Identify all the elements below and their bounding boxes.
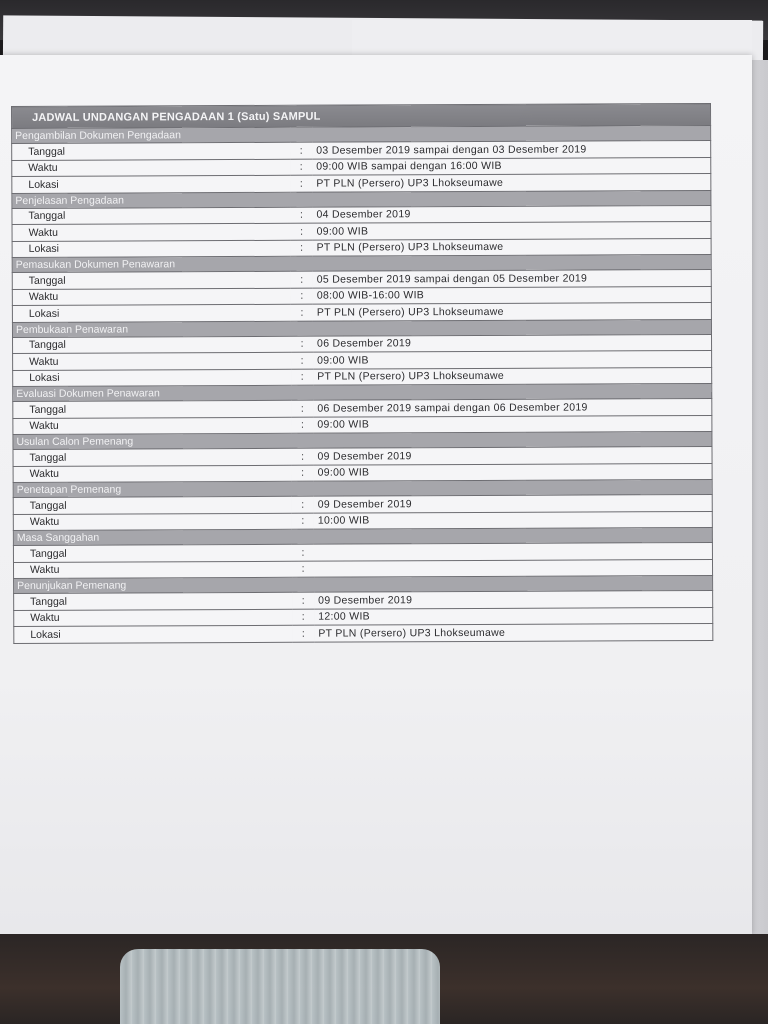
row-label: Waktu (12, 223, 291, 241)
row-value: 08:00 WIB-16:00 WIB (313, 286, 712, 304)
row-label: Lokasi (14, 625, 293, 643)
row-separator: : (290, 159, 312, 176)
row-separator: : (290, 207, 312, 224)
row-value: 04 Desember 2019 (312, 205, 711, 223)
row-value: 09 Desember 2019 (313, 446, 712, 464)
row-separator: : (291, 271, 313, 288)
table-title: JADWAL UNDANGAN PENGADAAN 1 (Satu) SAMPUL (12, 103, 711, 128)
row-label: Tanggal (13, 544, 292, 562)
row-label: Tanggal (13, 448, 292, 466)
row-value: PT PLN (Persero) UP3 Lhokseumawe (313, 302, 712, 320)
section-title: Penetapan Pemenang (13, 479, 712, 497)
row-label: Tanggal (12, 207, 291, 225)
row-value: PT PLN (Persero) UP3 Lhokseumawe (314, 623, 713, 641)
fabric-item (120, 949, 440, 1024)
row-value: 09:00 WIB (313, 221, 712, 239)
row-label: Waktu (13, 465, 292, 483)
row-separator: : (291, 288, 313, 305)
section-title: Masa Sanggahan (13, 527, 712, 545)
row-value: PT PLN (Persero) UP3 Lhokseumawe (313, 238, 712, 256)
row-separator: : (292, 465, 314, 482)
row-value (314, 542, 713, 560)
row-value: 03 Desember 2019 sampai dengan 03 Desember 2019 (312, 140, 711, 158)
row-separator: : (290, 175, 312, 192)
section-title: Usulan Calon Pemenang (13, 431, 712, 449)
row-label: Tanggal (13, 496, 292, 514)
section-title: Pembukaan Penawaran (12, 319, 711, 337)
row-separator: : (291, 369, 313, 386)
row-value: 06 Desember 2019 sampai dengan 06 Desember 2019 (313, 398, 712, 416)
row-label: Waktu (14, 609, 293, 627)
row-separator: : (291, 400, 313, 417)
row-value: 05 Desember 2019 sampai dengan 05 Desember 2019 (313, 269, 712, 287)
schedule-table (11, 103, 713, 644)
row-value: 12:00 WIB (314, 607, 713, 625)
row-label: Tanggal (13, 336, 292, 354)
row-separator: : (292, 544, 314, 561)
row-value: 09:00 WIB (313, 415, 712, 433)
table-row (14, 623, 713, 643)
row-value: 09:00 WIB (313, 350, 712, 368)
row-label: Waktu (12, 288, 291, 306)
row-label: Tanggal (12, 142, 291, 160)
section-title: Pemasukan Dokumen Penawaran (12, 254, 711, 272)
row-separator: : (291, 223, 313, 240)
row-separator: : (291, 417, 313, 434)
row-label: Waktu (13, 352, 292, 370)
section-title: Pengambilan Dokumen Pengadaan (12, 125, 711, 143)
row-label: Lokasi (13, 369, 292, 387)
row-value: 06 Desember 2019 (313, 334, 712, 352)
row-label: Waktu (13, 561, 292, 579)
table-title-row (12, 103, 711, 128)
row-value: 10:00 WIB (314, 511, 713, 529)
row-label: Waktu (13, 417, 292, 435)
section-title: Evaluasi Dokumen Penawaran (13, 383, 712, 401)
row-label: Tanggal (12, 271, 291, 289)
row-value: 09 Desember 2019 (314, 590, 713, 608)
row-separator: : (290, 142, 312, 159)
row-label: Tanggal (14, 592, 293, 610)
row-separator: : (291, 336, 313, 353)
row-value: PT PLN (Persero) UP3 Lhokseumawe (312, 173, 711, 191)
row-value: 09:00 WIB sampai dengan 16:00 WIB (312, 157, 711, 175)
row-separator: : (292, 496, 314, 513)
row-label: Lokasi (12, 175, 291, 193)
row-label: Waktu (13, 513, 292, 531)
row-value (314, 559, 713, 577)
row-value: PT PLN (Persero) UP3 Lhokseumawe (313, 367, 712, 385)
row-separator: : (292, 625, 314, 642)
row-separator: : (291, 352, 313, 369)
row-label: Lokasi (12, 304, 291, 322)
row-separator: : (292, 513, 314, 530)
row-label: Tanggal (13, 400, 292, 418)
row-separator: : (291, 304, 313, 321)
row-value: 09:00 WIB (314, 463, 713, 481)
row-label: Waktu (12, 159, 291, 177)
row-separator: : (292, 561, 314, 578)
row-value: 09 Desember 2019 (314, 494, 713, 512)
row-label: Lokasi (12, 240, 291, 258)
paper-fold (352, 20, 752, 60)
row-separator: : (292, 609, 314, 626)
section-title: Penunjukan Pemenang (14, 575, 713, 593)
row-separator: : (291, 240, 313, 257)
row-separator: : (292, 592, 314, 609)
section-title: Penjelasan Pengadaan (12, 190, 711, 208)
row-separator: : (291, 448, 313, 465)
